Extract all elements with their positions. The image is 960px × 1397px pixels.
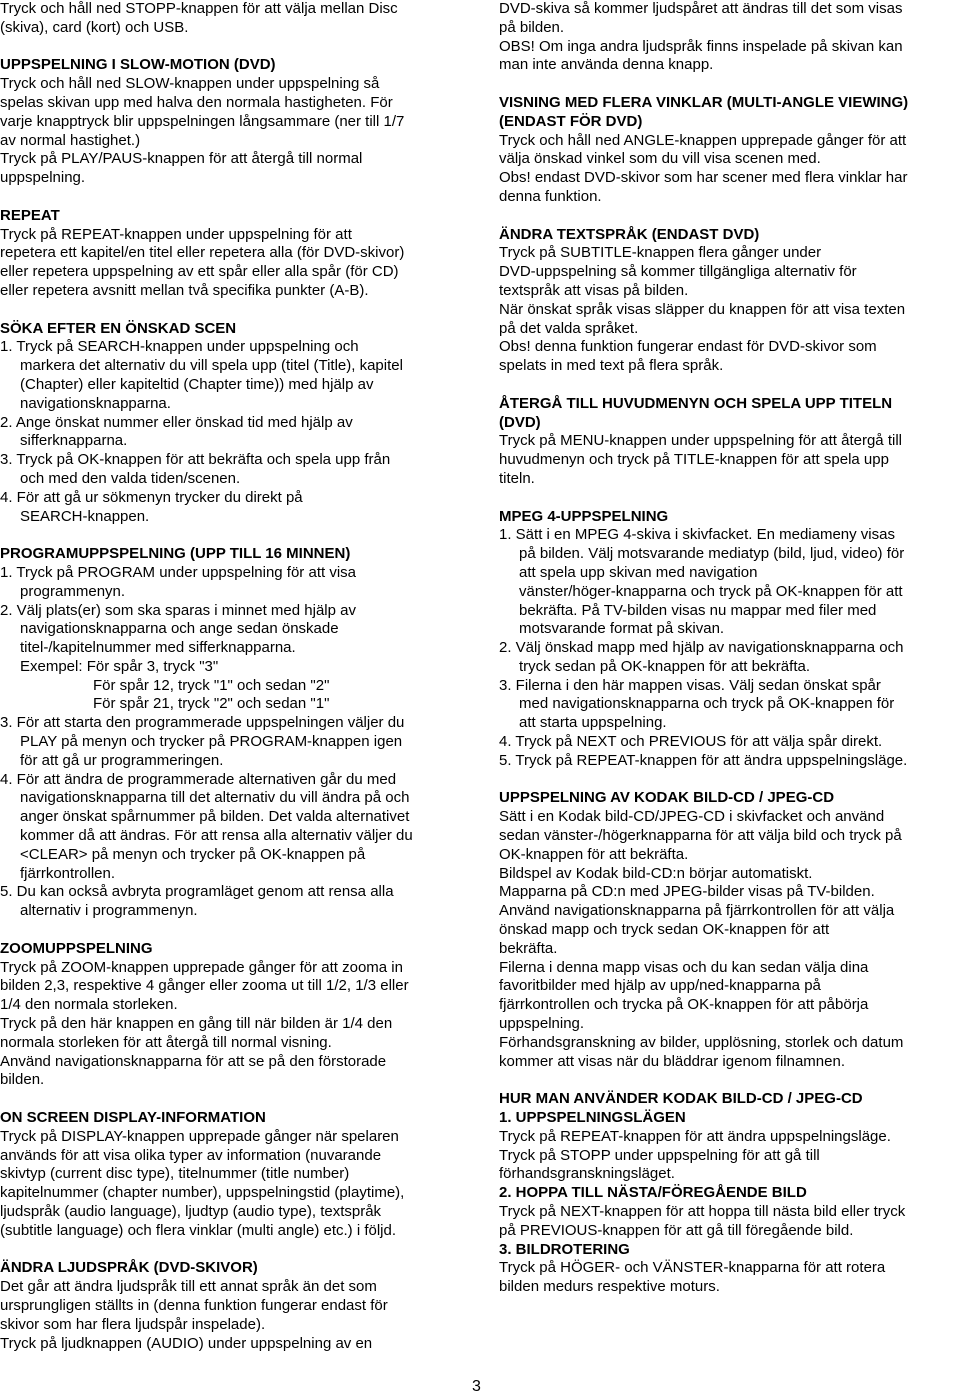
heading-zoom: ZOOMUPPSPELNING	[0, 939, 153, 957]
text-line: på PREVIOUS-knappen för att gå till föregående bild.	[499, 1221, 854, 1239]
text-line: Tryck på REPEAT-knappen under uppspelning för att	[0, 225, 352, 243]
text-line: Tryck på SUBTITLE-knappen flera gånger under	[499, 244, 822, 262]
heading-main-menu-cont: (DVD)	[499, 413, 541, 431]
list-item: 2. Välj önskad mapp med hjälp av navigationsknapparna och	[499, 639, 904, 657]
text-line: Tryck på ljudknappen (AUDIO) under uppspelning av en	[0, 1334, 373, 1352]
text-line: DVD-uppspelning så kommer tillgängliga alternativ för	[499, 263, 857, 281]
text-line: Tryck och håll ned ANGLE-knappen upprepade gånger för att	[499, 131, 907, 149]
list-item-cont: (Chapter) eller kapiteltid (Chapter time)) med hjälp av	[20, 375, 374, 393]
text-line: kommer att visas när du bläddrar igenom filnamnen.	[499, 1052, 845, 1070]
heading-repeat: REPEAT	[0, 206, 60, 224]
list-item-cont: kommer då att ändras. För att rensa alla alternativ väljer du	[20, 827, 413, 845]
list-item-cont: navigationsknapparna och ange sedan önskade	[20, 620, 339, 638]
list-item: 1. Tryck på SEARCH-knappen under uppspelning och	[0, 338, 359, 356]
text-line: bilden 2,3, respektive 4 gånger eller zooma ut till 1/2, 1/3 eller	[0, 977, 409, 995]
text-line: Sätt i en Kodak bild-CD/JPEG-CD i skivfacket och använd	[499, 808, 885, 826]
example-line: För spår 12, tryck "1" och sedan "2"	[93, 676, 330, 694]
list-item-cont: för att gå ur programmeringen.	[20, 751, 224, 769]
text-line: Tryck på STOPP under uppspelning för att gå till	[499, 1146, 820, 1164]
heading-osd: ON SCREEN DISPLAY-INFORMATION	[0, 1109, 266, 1127]
text-line: eller repetera uppspelning av ett spår eller alla spår (för CD)	[0, 263, 399, 281]
list-item-cont: SEARCH-knappen.	[20, 507, 150, 525]
text-line: Obs! denna funktion fungerar endast för DVD-skivor som	[499, 338, 877, 356]
list-item: 4. Tryck på NEXT och PREVIOUS för att välja spår direkt.	[499, 733, 883, 751]
list-item: 2. Ange önskat nummer eller önskad tid med hjälp av	[0, 413, 353, 431]
list-item: 3. För att starta den programmerade uppspelningen väljer du	[0, 714, 405, 732]
example-line: För spår 21, tryck "2" och sedan "1"	[93, 695, 330, 713]
text-line: eller repetera avsnitt mellan två specifika punkter (A-B).	[0, 281, 369, 299]
text-line: Tryck på MENU-knappen under uppspelning för att återgå till	[499, 432, 902, 450]
text-line: välja önskad vinkel som du vill visa scenen med.	[499, 150, 821, 168]
text-line: OBS! Om inga andra ljudspråk finns inspelade på skivan kan	[499, 37, 903, 55]
text-line: spelas skivan upp med halva den normala hastigheten. För	[0, 93, 393, 111]
heading-kodak-usage: HUR MAN ANVÄNDER KODAK BILD-CD / JPEG-CD	[499, 1090, 863, 1108]
text-line: DVD-skiva så kommer ljudspåret att ändras till det som visas	[499, 0, 903, 17]
text-line: OK-knappen för att bekräfta.	[499, 845, 689, 863]
text-line: Förhandsgranskning av bilder, upplösning, storlek och datum	[499, 1033, 904, 1051]
heading-mpeg4: MPEG 4-UPPSPELNING	[499, 507, 669, 525]
text-line: Tryck på DISPLAY-knappen upprepade gånger när spelaren	[0, 1127, 399, 1145]
list-item-cont: tryck sedan på OK-knappen för att bekräfta.	[519, 657, 810, 675]
subheading-skip: 2. HOPPA TILL NÄSTA/FÖREGÅENDE BILD	[499, 1184, 807, 1202]
text-line: ljudspråk (audio language), ljudtyp (audio type), textspråk	[0, 1203, 382, 1220]
list-item-cont: och med den valda tiden/scenen.	[20, 469, 241, 487]
text-line: repetera ett kapitel/en titel eller repetera alla (för DVD-skivor)	[0, 244, 405, 262]
text-line: Använd navigationsknapparna för att se på den förstorade	[0, 1052, 387, 1070]
page-number: 3	[472, 1378, 481, 1395]
list-item-cont: med navigationsknapparna och tryck på OK-knappen för	[519, 695, 895, 713]
list-item-cont: motsvarande format på skivan.	[519, 620, 725, 638]
text-line: Tryck på PLAY/PAUS-knappen för att återgå till normal	[0, 150, 363, 168]
list-item-cont: programmenyn.	[20, 582, 126, 600]
text-line: man inte använda denna knapp.	[499, 56, 714, 74]
list-item: 2. Välj plats(er) som ska sparas i minnet med hjälp av	[0, 601, 356, 619]
text-line: på bilden.	[499, 18, 565, 36]
text-line: Tryck på NEXT-knappen för att hoppa till nästa bild eller tryck	[499, 1203, 906, 1220]
list-item-cont: PLAY på menyn och trycker på PROGRAM-knappen igen	[20, 733, 403, 751]
list-item-cont: <CLEAR> på menyn och trycker på OK-knappen på	[20, 845, 366, 863]
text-line: skivtyp (current disc type), titelnummer (title number)	[0, 1165, 350, 1183]
text-line: spelats in med text på flera språk.	[499, 357, 724, 375]
text-line: textspråk att visas på bilden.	[499, 281, 689, 299]
heading-slow-motion: UPPSPELNING I SLOW-MOTION (DVD)	[0, 56, 276, 74]
text-line: Tryck på REPEAT-knappen för att ändra uppspelningsläge.	[499, 1127, 891, 1145]
list-item-cont: vänster/höger-knapparna och tryck på OK-knappen för att	[519, 582, 903, 600]
text-line: Det går att ändra ljudspråk till ett annat språk än det som	[0, 1278, 377, 1296]
subheading-rotation: 3. BILDROTERING	[499, 1240, 630, 1258]
left-column	[0, 0, 472, 1353]
text-line: När önskat språk visas släpper du knappen för att visa texten	[499, 300, 906, 318]
text-line: Tryck på ZOOM-knappen upprepade gånger för att zooma in	[0, 958, 403, 976]
list-item: 4. För att gå ur sökmenyn trycker du direkt på	[0, 488, 303, 506]
list-item-cont: fjärrkontrollen.	[20, 864, 116, 882]
text-line: Tryck och håll ned STOPP-knappen för att välja mellan Disc	[0, 0, 398, 17]
list-item-cont: alternativ i programmenyn.	[20, 902, 198, 920]
text-line: av normal hastighet.)	[0, 131, 141, 149]
heading-audio-language: ÄNDRA LJUDSPRÅK (DVD-SKIVOR)	[0, 1259, 258, 1277]
example-line: Exempel: För spår 3, tryck "3"	[20, 657, 219, 675]
text-line: sedan vänster-/högerknapparna för att välja bild och tryck på	[499, 827, 902, 845]
text-line: Mapparna på CD:n med JPEG-bilder visas på TV-bilden.	[499, 883, 875, 901]
list-item: 1. Tryck på PROGRAM under uppspelning för att visa	[0, 563, 356, 581]
text-line: huvudmenyn och tryck på TITLE-knappen för att spela upp	[499, 451, 889, 469]
text-line: uppspelning.	[0, 169, 86, 187]
list-item-cont: navigationsknapparna.	[20, 394, 171, 412]
heading-multi-angle: VISNING MED FLERA VINKLAR (MULTI-ANGLE VIEWING)	[499, 93, 909, 111]
text-line: används för att visa olika typer av information (nuvarande	[0, 1146, 382, 1164]
text-line: (skiva), card (kort) och USB.	[0, 18, 189, 36]
list-item: 5. Du kan också avbryta programläget genom att rensa alla	[0, 883, 394, 901]
list-item-cont: att spela upp skivan med navigation	[519, 563, 758, 581]
text-line: bilden.	[0, 1071, 45, 1089]
text-line: förhandsgranskningsläget.	[499, 1165, 675, 1183]
list-item-cont: markera det alternativ du vill spela upp (titel (Title), kapitel	[20, 357, 403, 375]
text-line: fjärrkontrollen och trycka på OK-knappen för att påbörja	[499, 996, 869, 1014]
text-line: Bildspel av Kodak bild-CD:n börjar automatiskt.	[499, 864, 813, 882]
text-line: önskad mapp och tryck sedan OK-knappen för att	[499, 921, 830, 939]
list-item: 3. Filerna i den här mappen visas. Välj sedan önskat spår	[499, 676, 881, 694]
list-item-cont: att starta uppspelning.	[519, 714, 667, 732]
text-line: på det valda språket.	[499, 319, 639, 337]
text-line: (subtitle language) och flera vinklar (multi angle) etc.) i följd.	[0, 1221, 397, 1239]
heading-subtitle: ÄNDRA TEXTSPRÅK (ENDAST DVD)	[499, 225, 760, 243]
text-line: favoritbilder med hjälp av upp/ned-knapparna på	[499, 977, 821, 995]
text-line: normala storleken för att återgå till normal visning.	[0, 1033, 332, 1051]
text-line: Filerna i denna mapp visas och du kan sedan välja dina	[499, 958, 869, 976]
list-item: 1. Sätt i en MPEG 4-skiva i skivfacket. En mediameny visas	[499, 526, 895, 544]
heading-multi-angle-cont: (ENDAST FÖR DVD)	[499, 112, 643, 130]
list-item: 4. För att ändra de programmerade alternativen går du med	[0, 770, 397, 788]
text-line: bilden medurs respektive moturs.	[499, 1278, 720, 1296]
text-line: kapitelnummer (chapter number), uppspelningstid (playtime),	[0, 1184, 405, 1202]
list-item-cont: anger önskat spårnummer på bilden. Det valda alternativet	[20, 808, 410, 826]
text-line: Tryck på den här knappen en gång till när bilden är 1/4 den	[0, 1015, 393, 1033]
subheading-playback-modes: 1. UPPSPELNINGSLÄGEN	[499, 1109, 686, 1127]
right-column	[499, 0, 960, 1297]
text-line: Använd navigationsknapparna på fjärrkontrollen för att välja	[499, 902, 895, 920]
text-line: skivor som har flera ljudspår inspelade).	[0, 1315, 266, 1333]
list-item: 3. Tryck på OK-knappen för att bekräfta och spela upp från	[0, 451, 391, 469]
text-line: Tryck och håll ned SLOW-knappen under uppspelning så	[0, 75, 380, 93]
text-line: titeln.	[499, 469, 535, 487]
text-line: varje knapptryck blir uppspelningen långsammare (ner till 1/7	[0, 112, 405, 130]
list-item-cont: navigationsknapparna till det alternativ du vill ändra på och	[20, 789, 410, 807]
heading-main-menu: ÅTERGÅ TILL HUVUDMENYN OCH SPELA UPP TITELN	[499, 394, 893, 412]
list-item-cont: bekräfta. På TV-bilden visas nu mappar med filer med	[519, 601, 877, 619]
text-line: bekräfta.	[499, 939, 558, 957]
list-item-cont: sifferknapparna.	[20, 432, 128, 450]
heading-search: SÖKA EFTER EN ÖNSKAD SCEN	[0, 319, 237, 337]
list-item: 5. Tryck på REPEAT-knappen för att ändra uppspelningsläge.	[499, 751, 908, 769]
list-item-cont: titel-/kapitelnummer med sifferknapparna.	[20, 639, 296, 657]
text-line: uppspelning.	[499, 1015, 585, 1033]
text-line: Obs! endast DVD-skivor som har scener med flera vinklar har	[499, 169, 908, 187]
text-line: Tryck på HÖGER- och VÄNSTER-knapparna för att rotera	[499, 1259, 886, 1277]
text-line: denna funktion.	[499, 187, 602, 205]
text-line: 1/4 den normala storleken.	[0, 996, 178, 1014]
text-line: ursprungligen ställts in (denna funktion fungerar endast för	[0, 1296, 388, 1314]
heading-program: PROGRAMUPPSPELNING (UPP TILL 16 MINNEN)	[0, 545, 351, 563]
list-item-cont: på bilden. Välj motsvarande mediatyp (bild, ljud, video) för	[519, 545, 905, 563]
heading-kodak-playback: UPPSPELNING AV KODAK BILD-CD / JPEG-CD	[499, 789, 835, 807]
